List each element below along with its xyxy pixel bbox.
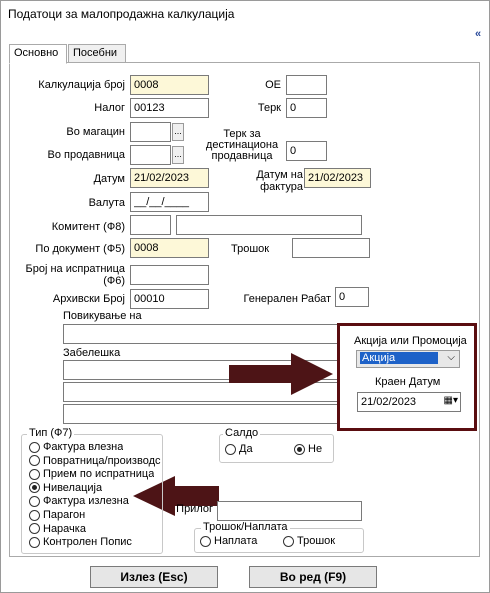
nalog-input[interactable] [130,98,209,118]
chevron-down-icon: ⌵ [447,352,455,363]
promo-selected-value: Акција [360,352,438,364]
radio-icon [29,523,40,534]
tip-option-radio[interactable] [29,441,123,453]
datum-faktura-label: Датум на фактура [256,169,303,193]
tip-option-label: Нарачка [43,522,86,535]
ok-button[interactable]: Во ред (F9) [249,566,377,588]
radio-icon [29,442,40,453]
zabeleshka-input-3[interactable] [63,404,339,424]
radio-icon [225,444,236,455]
tip-option-radio[interactable] [29,523,86,535]
datum-faktura-input[interactable] [304,168,371,188]
tip-option-label: Парагон [43,509,86,521]
zabeleshka-label: Забелешка [63,347,121,359]
trosok-radio[interactable] [283,535,335,547]
oe-label: ОЕ [265,79,281,91]
prilog-input[interactable] [217,501,362,521]
vo-prodavnica-input[interactable] [130,145,171,165]
tip-option-radio[interactable] [29,509,85,521]
tip-option-radio[interactable] [29,455,161,467]
tip-option-label: Нивелација [43,481,103,494]
saldo-yes-radio[interactable] [225,443,253,455]
radio-icon [200,536,211,547]
vo-magacin-input[interactable] [130,122,171,142]
promo-box [337,323,477,431]
vo-magacin-lookup-button[interactable]: ... [172,123,184,141]
tip-group-title: Тип (Ф7) [29,427,73,439]
trosok-input[interactable] [292,238,370,258]
radio-icon [283,536,294,547]
komitent-name-input[interactable] [176,215,362,235]
tip-option-radio[interactable] [29,536,132,548]
trosok-radio-label: Трошок [297,535,336,547]
vo-prodavnica-lookup-button[interactable]: ... [172,146,184,164]
terk-destinaciona-label: Терк за дестинациона продавница [205,128,279,162]
valuta-label: Валута [88,197,125,209]
arhivski-broj-input[interactable] [130,289,209,309]
vo-prodavnica-label: Во продавница [47,149,125,161]
kalkulacija-broj-label: Калкулација број [38,79,125,91]
povikuvanje-label: Повикување на [63,310,142,322]
arhivski-broj-label: Архивски Број [52,293,125,305]
povikuvanje-input[interactable] [63,324,339,344]
kalkulacija-broj-input[interactable] [130,75,209,95]
trosok-naplata-title: Трошок/Наплата [203,521,288,533]
tab-osnovno[interactable]: Основно [9,44,67,64]
promo-select[interactable] [356,350,460,368]
radio-icon [29,510,40,521]
broj-ispratnica-label: Број на испратница (Ф6) [25,263,125,287]
terk-input[interactable] [286,98,327,118]
vo-magacin-label: Во магацин [66,126,125,138]
window-title: Податоци за малопродажна калкулација [8,7,235,21]
terk-label: Терк [257,102,281,114]
tip-option-radio[interactable] [29,495,129,507]
tip-option-label: Прием по испратница [43,468,155,481]
radio-checked-icon [29,482,40,493]
datum-input[interactable] [130,168,209,188]
nalog-label: Налог [94,102,125,114]
tip-option-label: Фактура влезна [43,441,124,453]
saldo-group-title: Салдо [225,427,259,439]
tab-posebni[interactable]: Посебни [68,44,126,63]
radio-icon [29,537,40,548]
collapse-icon[interactable]: « [475,28,482,40]
datum-label: Датум [93,173,125,185]
trosok-label: Трошок [231,243,270,255]
prilog-label: Прилог [176,503,213,515]
generalen-rabat-label: Генерален Рабат [243,293,331,305]
komitent-label: Комитент (Ф8) [51,221,125,233]
promo-end-date-input[interactable] [357,392,461,412]
oe-input[interactable] [286,75,327,95]
saldo-yes-label: Да [239,443,253,455]
promo-end-date-label: Краен Датум [375,376,441,388]
broj-ispratnica-input[interactable] [130,265,209,285]
radio-icon [29,496,40,507]
generalen-rabat-input[interactable] [335,287,369,307]
tip-option-label: Повратница/производс [43,454,161,467]
naplata-label: Наплата [214,535,258,547]
promo-label: Акција или Промоција [354,335,467,347]
radio-icon [29,469,40,480]
valuta-input[interactable] [130,192,209,212]
exit-button[interactable]: Излез (Esc) [90,566,218,588]
terk-destinaciona-input[interactable] [286,141,327,161]
komitent-code-input[interactable] [130,215,171,235]
naplata-radio[interactable] [200,535,257,547]
po-dokument-label: По документ (Ф5) [35,243,125,255]
tip-option-radio[interactable] [29,468,154,480]
radio-icon [29,455,40,466]
arrow-right-icon [229,351,339,397]
saldo-no-label: Не [308,443,323,455]
tip-option-label: Контролен Попис [43,536,132,549]
tip-option-radio[interactable] [29,482,102,494]
tip-option-label: Фактура излезна [43,495,129,508]
po-dokument-input[interactable] [130,238,209,258]
saldo-no-radio[interactable] [294,443,322,455]
radio-checked-icon [294,444,305,455]
promo-end-date-value: 21/02/2023 [361,396,417,408]
title-bar [1,1,489,28]
calendar-dropdown-icon[interactable]: ▦▾ [443,395,458,406]
